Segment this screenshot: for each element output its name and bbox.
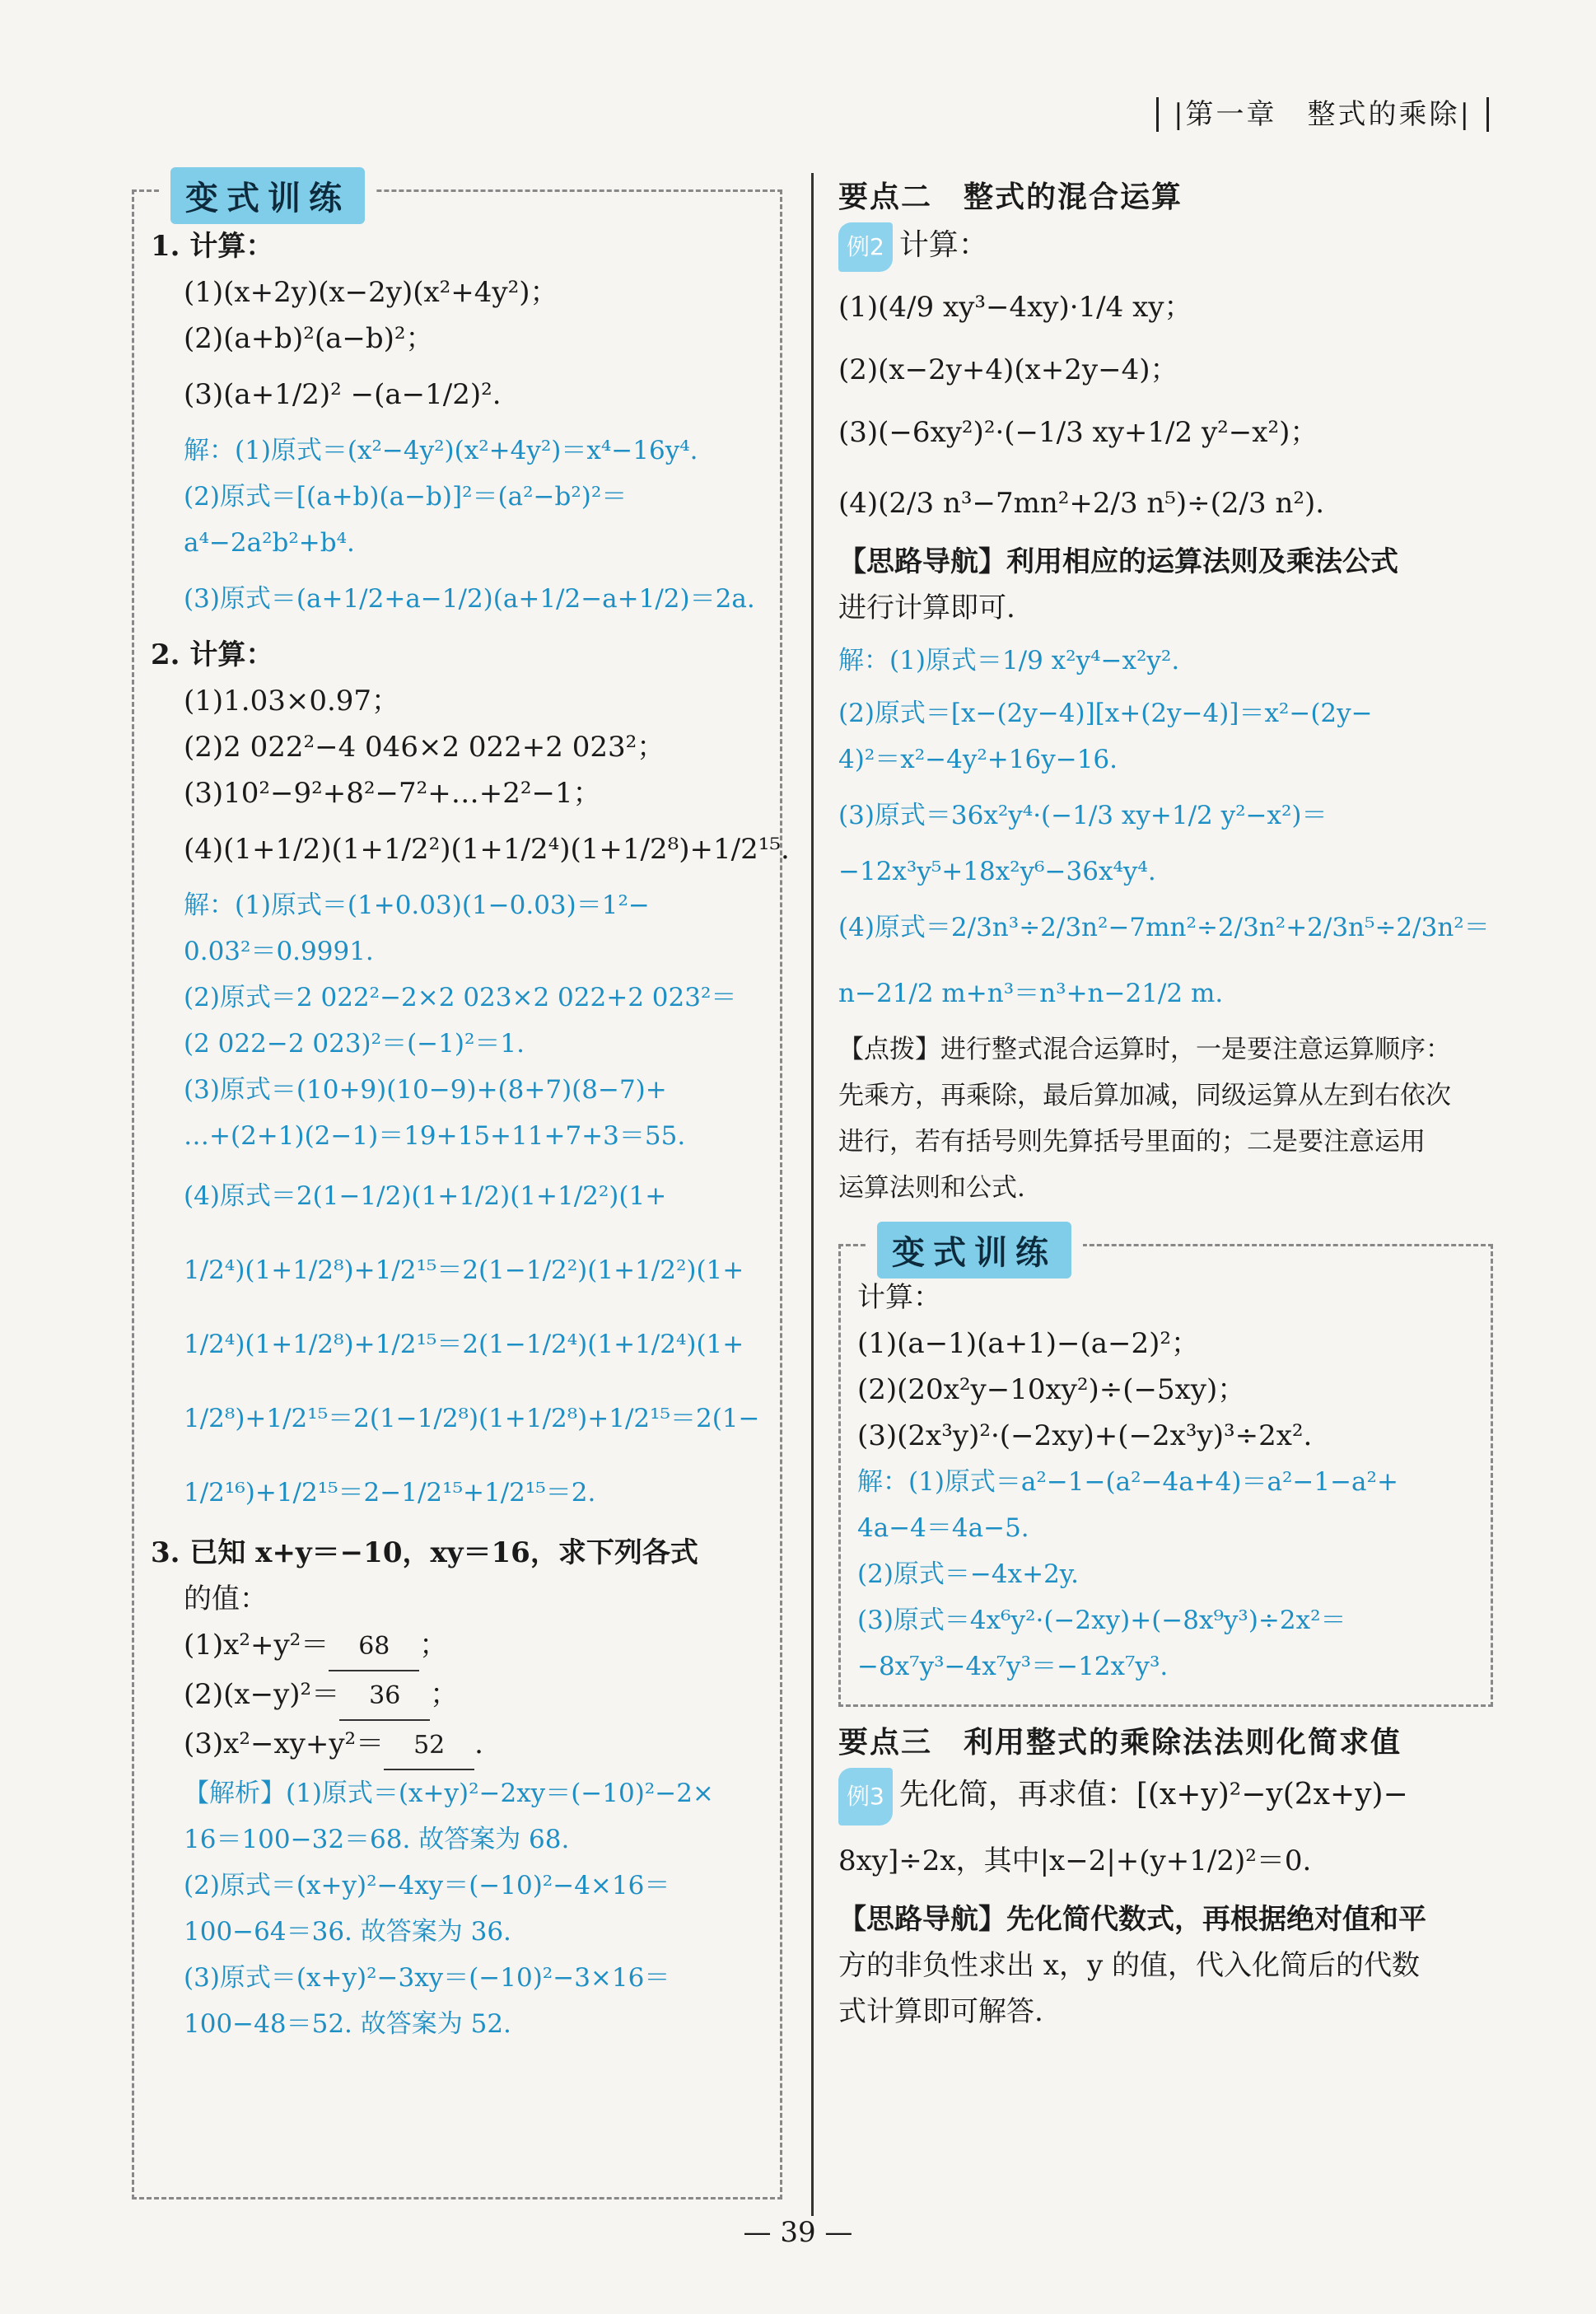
box-title-right — [866, 1222, 1083, 1279]
problem-2-sol-2a: (2)原式＝2 022²−2×2 023×2 022+2 023²＝ — [184, 983, 737, 1012]
example-2-text: 计算： — [898, 228, 988, 262]
problem-3-q3: (3)x²−xy+y²＝ 52 . — [151, 1721, 763, 1770]
problem-3-q3-text: (3)x²−xy+y²＝ — [184, 1727, 385, 1760]
point-2-heading: 要点二 整式的混合运算 — [838, 180, 1183, 214]
example-2-q1: (1)(4/9 xy³−4xy)·1/4 xy； — [838, 291, 1192, 324]
variant-training-tag: 变式训练 — [170, 167, 365, 224]
problem-3-sol-2b: 100−64＝36. 故答案为 36. — [184, 1917, 511, 1947]
problem-1-head: 1. 计算： — [151, 230, 274, 263]
guide-2-text-1: 【思路导航】利用相应的运算法则及乘法公式 — [838, 545, 1398, 578]
variant-training-tag-right: 变式训练 — [877, 1222, 1071, 1279]
problem-2-sol-4e: 1/2¹⁶)+1/2¹⁵＝2−1/2¹⁵+1/2¹⁵＝2. — [184, 1478, 596, 1508]
tip-line-4: 运算法则和公式. — [838, 1173, 1025, 1203]
problem-3-head-1: 3. 已知 x+y＝−10，xy＝16，求下列各式 — [151, 1536, 698, 1569]
problem-2-sol-2b: (2 022−2 023)²＝(−1)²＝1. — [184, 1029, 525, 1059]
example-3-label: 例3 — [838, 1768, 893, 1825]
example-2-q2: (2)(x−2y+4)(x+2y−4)； — [838, 353, 1178, 386]
problem-3-sol-3a: (3)原式＝(x+y)²−3xy＝(−10)²−3×16＝ — [184, 1963, 670, 1993]
problem-2-q4: (4)(1+1/2)(1+1/2²)(1+1/2⁴)(1+1/2⁸)+1/2¹⁵. — [184, 833, 790, 866]
problem-3-answer-1: 68 — [329, 1624, 419, 1671]
guide-3-line-1 — [838, 1896, 1493, 1942]
chapter-header: |第一章 整式的乘除| — [1156, 97, 1489, 132]
problem-3-sol-2a: (2)原式＝(x+y)²−4xy＝(−10)²−4×16＝ — [184, 1871, 670, 1900]
example-2-sol-4a: (4)原式＝2/3n³÷2/3n²−7mn²÷2/3n²+2/3n⁵÷2/3n²＝ — [838, 913, 1490, 942]
box-head: 计算： — [857, 1281, 941, 1314]
box-sol-2: (2)原式＝−4x+2y. — [857, 1559, 1080, 1589]
example-2-head — [838, 222, 1493, 272]
problem-3-answer-3: 52 — [384, 1723, 474, 1770]
problem-3-answer-2: 36 — [339, 1673, 430, 1721]
box-q1: (1)(a−1)(a+1)−(a−2)²； — [857, 1327, 1200, 1360]
box-sol-3b: −8x⁷y³−4x⁷y³＝−12x⁷y³. — [857, 1652, 1169, 1681]
point-3-heading: 要点三 利用整式的乘除法法则化简求值 — [838, 1726, 1402, 1760]
tip-line-1: 【点拨】进行整式混合运算时，一是要注意运算顺序： — [838, 1035, 1451, 1064]
example-2-sol-3a: (3)原式＝36x²y⁴·(−1/3 xy+1/2 y²−x²)＝ — [838, 801, 1328, 830]
column-divider — [811, 173, 814, 2216]
box-sol-1b: 4a−4＝4a−5. — [857, 1513, 1029, 1543]
box-q3: (3)(2x³y)²·(−2xy)+(−2x³y)³÷2x². — [857, 1419, 1313, 1452]
problem-1-sol-3: (3)原式＝(a+1/2+a−1/2)(a+1/2−a+1/2)＝2a. — [184, 584, 755, 614]
example-3-text-1: 先化简，再求值：[(x+y)²−y(2x+y)− — [898, 1778, 1408, 1811]
problem-3-head-2: 的值： — [184, 1582, 268, 1615]
example-3-head — [838, 1768, 1493, 1825]
problem-2-sol-4a: (4)原式＝2(1−1/2)(1+1/2)(1+1/2²)(1+ — [184, 1181, 667, 1211]
example-2-sol-3b: −12x³y⁵+18x²y⁶−36x⁴y⁴. — [838, 857, 1156, 886]
problem-2-sol-3a: (3)原式＝(10+9)(10−9)+(8+7)(8−7)+ — [184, 1075, 667, 1105]
problem-2-sol-4b: 1/2⁴)(1+1/2⁸)+1/2¹⁵＝2(1−1/2²)(1+1/2²)(1+ — [184, 1255, 744, 1285]
problem-2-sol-3b: …+(2+1)(2−1)＝19+15+11+7+3＝55. — [184, 1121, 686, 1151]
problem-3-sol-1b: 16＝100−32＝68. 故答案为 68. — [184, 1825, 570, 1854]
example-2-q3: (3)(−6xy²)²·(−1/3 xy+1/2 y²−x²)； — [838, 416, 1318, 449]
problem-1-q3: (3)(a+1/2)² −(a−1/2)². — [184, 378, 502, 411]
box-title — [159, 167, 376, 224]
guide-3-line-2: 方的非负性求出 x，y 的值，代入化简后的代数 — [838, 1949, 1420, 1982]
box-sol-3a: (3)原式＝4x⁶y²·(−2xy)+(−8x⁹y³)÷2x²＝ — [857, 1606, 1346, 1635]
problem-2-head: 2. 计算： — [151, 638, 274, 671]
problem-3-sol-3b: 100−48＝52. 故答案为 52. — [184, 2009, 511, 2039]
problem-1-sol-1: 解：(1)原式＝(x²−4y²)(x²+4y²)＝x⁴−16y⁴. — [184, 436, 698, 465]
problem-2-q1: (1)1.03×0.97； — [184, 685, 400, 718]
box-q2: (2)(20x²y−10xy²)÷(−5xy)； — [857, 1373, 1246, 1406]
problem-3-q2-text: (2)(x−y)²＝ — [184, 1678, 340, 1711]
problem-3-q1: (1)x²+y²＝ 68 ； — [151, 1622, 763, 1671]
tip-line-3: 进行，若有括号则先算括号里面的；二是要注意运用 — [838, 1127, 1426, 1157]
guide-3-text-1: 【思路导航】先化简代数式，再根据绝对值和平 — [838, 1903, 1426, 1936]
box-sol-1a: 解：(1)原式＝a²−1−(a²−4a+4)＝a²−1−a²+ — [857, 1467, 1398, 1497]
page-number: — 39 — — [743, 2216, 853, 2249]
example-2-sol-4b: n−21/2 m+n³＝n³+n−21/2 m. — [838, 979, 1224, 1008]
guide-2-line-2: 进行计算即可. — [838, 591, 1015, 624]
problem-2-q2: (2)2 022²−4 046×2 022+2 023²； — [184, 731, 665, 764]
guide-3-line-3: 式计算即可解答. — [838, 1995, 1043, 2028]
problem-2-q3: (3)10²−9²+8²−7²+…+2²−1； — [184, 777, 601, 810]
problem-1-q1: (1)(x+2y)(x−2y)(x²+4y²)； — [184, 276, 558, 309]
example-2-sol-2a: (2)原式＝[x−(2y−4)][x+(2y−4)]＝x²−(2y− — [838, 699, 1373, 728]
problem-3-sol-1a: 【解析】(1)原式＝(x+y)²−2xy＝(−10)²−2× — [184, 1779, 714, 1808]
tip-line-2: 先乘方，再乘除，最后算加减，同级运算从左到右依次 — [838, 1081, 1451, 1110]
left-column — [132, 180, 790, 2199]
problem-2-sol-4c: 1/2⁴)(1+1/2⁸)+1/2¹⁵＝2(1−1/2⁴)(1+1/2⁴)(1+ — [184, 1330, 744, 1359]
guide-2-line-1 — [838, 539, 1493, 585]
problem-2-sol-1b: 0.03²＝0.9991. — [184, 937, 374, 966]
problem-3-q2: (2)(x−y)²＝ 36 ； — [151, 1671, 763, 1721]
problem-2-sol-4d: 1/2⁸)+1/2¹⁵＝2(1−1/2⁸)(1+1/2⁸)+1/2¹⁵＝2(1− — [184, 1404, 760, 1433]
example-2-sol-2b: 4)²＝x²−4y²+16y−16. — [838, 745, 1118, 774]
variant-training-box-right — [838, 1234, 1493, 1707]
right-column — [838, 173, 1493, 2035]
problem-1-q2: (2)(a+b)²(a−b)²； — [184, 322, 434, 355]
example-3-text-2: 8xy]÷2x，其中|x−2|+(y+1/2)²＝0. — [838, 1844, 1312, 1877]
problem-3-q1-text: (1)x²+y²＝ — [184, 1629, 329, 1662]
problem-1-sol-2a: (2)原式＝[(a+b)(a−b)]²＝(a²−b²)²＝ — [184, 482, 628, 512]
problem-2-sol-1a: 解：(1)原式＝(1+0.03)(1−0.03)＝1²− — [184, 891, 650, 920]
example-2-q4: (4)(2/3 n³−7mn²+2/3 n⁵)÷(2/3 n²). — [838, 487, 1325, 520]
example-2-label: 例2 — [838, 222, 893, 272]
variant-training-box-left — [132, 180, 790, 2199]
problem-1-sol-2b: a⁴−2a²b²+b⁴. — [184, 528, 355, 558]
example-2-sol-1: 解：(1)原式＝1/9 x²y⁴−x²y². — [838, 646, 1180, 676]
